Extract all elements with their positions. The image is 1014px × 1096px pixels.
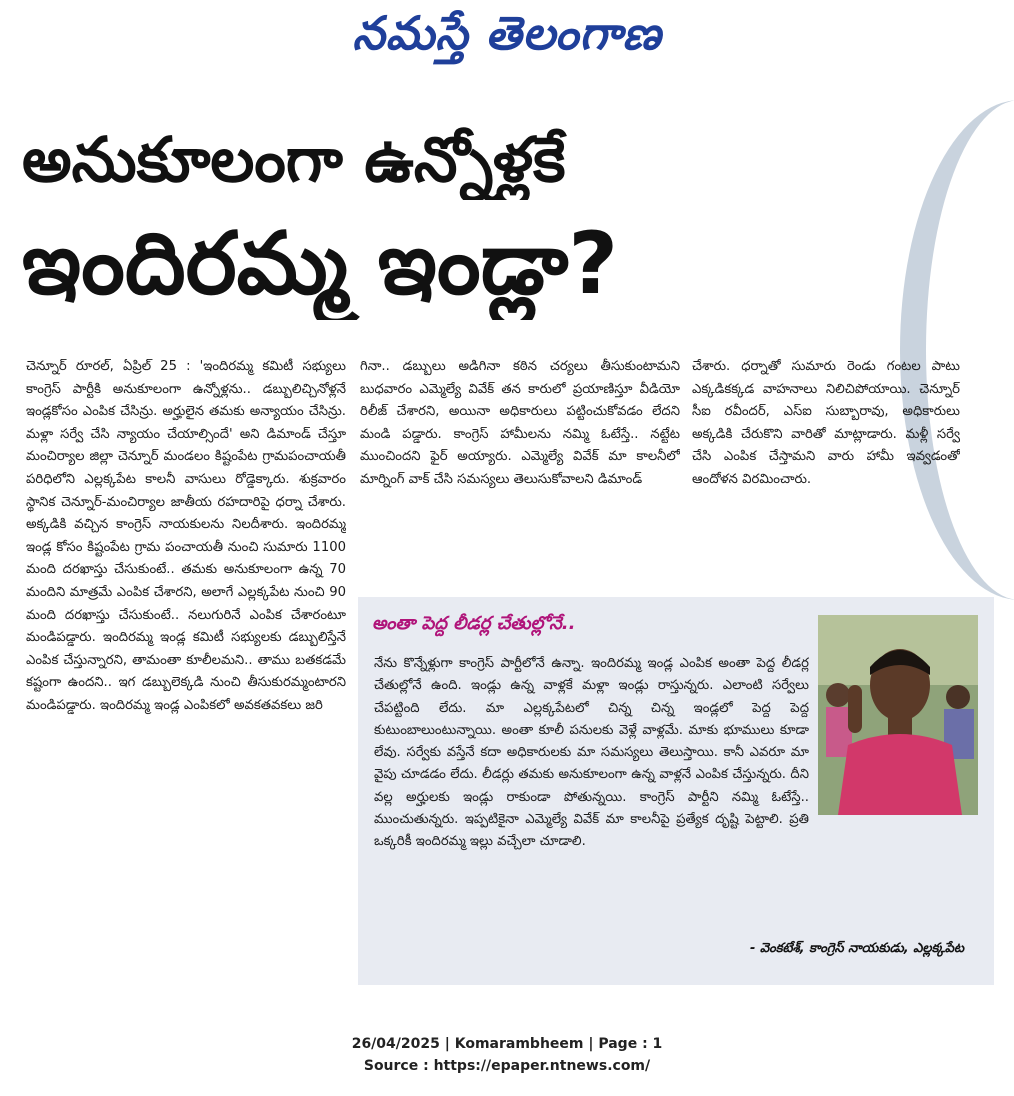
quote-box xyxy=(358,597,994,985)
person-photo xyxy=(818,615,978,815)
quote-signature: - వెంకటేశ్, కాంగ్రెస్ నాయకుడు, ఎల్లక్కపేట xyxy=(749,941,964,956)
headline-line-2: ఇందిరమ్మ ఇండ్లా? xyxy=(22,214,619,314)
headline-line-1: అనుకూలంగా ఉన్నోళ్లకే xyxy=(22,123,566,196)
person-photo-illustration xyxy=(818,615,978,815)
footer-source: Source : https://epaper.ntnews.com/ xyxy=(363,1058,651,1074)
article-column-3: చేశారు. ధర్నాతో సుమారు రెండు గంటల పాటు ఎక్కడికక్కడ వాహనాలు నిలిచిపోయాయి. చెన్నూర్ సీఐ రవీందర్, ఎస్ఐ సుబ్బారావు, అధికారులు అక్కడికి చేరుకొని వారితో మాట్లాడారు. మళ్లీ సర్వే చేసి ఎంపిక చేస్తామని వారు హామీ ఇవ్వడంతో ఆందోళన విరమించారు. xyxy=(692,359,960,487)
article-column-1: చెన్నూర్ రూరల్, ఏప్రిల్ 25 : 'ఇందిరమ్మ కమిటీ సభ్యులు కాంగ్రెస్ పార్టీకి అనుకూలంగా ఉన్నోళ్లను.. డబ్బులిచ్చినోళ్లనే ఇండ్లకోసం ఎంపిక చేసిన్రు. అర్హులైన తమకు అన్యాయం చేసిన్రు. మళ్లా సర్వే చేసి న్యాయం చేయాల్సిందే' అని డిమాండ్ చేస్తూ మంచిర్యాల జిల్లా చెన్నూర్ మండలం కిష్టంపేట గ్రామపంచాయతీ పరిధిలోని ఎల్లక్కపేట కాలనీ వాసులు రోడ్డెక్కారు. శుక్రవారం స్థానిక చెన్నూర్-మంచిర్యాల జాతీయ రహదారిపై ధర్నా చేశారు. అక్కడికి వచ్చిన కాంగ్రెస్ నాయకులను నిలదీశారు. ఇందిరమ్మ ఇండ్ల కోసం కిష్టంపేట గ్రామ పంచాయతీ నుంచి సుమారు 1100 మంది దరఖాస్తు చేసుకుంటే.. తమకు అనుకూలంగా ఉన్న 70 మందిని మాత్రమే ఎంపిక చేశారని, అలాగే ఎల్లక్కపేట నుంచి 90 మంది దరఖాస్తు చేసుకుంటే.. నలుగురినే ఎంపిక చేశారంటూ మండిపడ్డారు. ఇందిరమ్మ ఇండ్ల కమిటీ సభ్యులకు డబ్బులిస్తేనే ఎంపిక చేస్తున్నారని, తామంతా కూలీలమని.. తాము బతకడమే కష్టంగా ఉందని.. ఇగ డబ్బులెక్కడి నుంచి తీసుకురమ్మంటారని మండిపడ్డారు. ఇందిరమ్మ ఇండ్ల ఎంపికలో అవకతవకలు జరి xyxy=(26,359,346,713)
footer-date-edition: 26/04/2025 | Komarambheem | Page : 1 xyxy=(351,1036,663,1052)
quote-box-text: నేను కొన్నేళ్లుగా కాంగ్రెస్ పార్టీలోనే ఉన్నా. ఇందిరమ్మ ఇండ్ల ఎంపిక అంతా పెద్ద లీడర్ల చేతుల్లోనే ఉంది. ఇండ్లు ఉన్న వాళ్లకే మళ్లా ఇండ్లు రాస్తున్నరు. ఎలాంటి సర్వేలు చేపట్టింది లేదు. మా ఎల్లక్కపేటలో చిన్న చిన్న ఇండ్లలో పెద్ద పెద్ద కుటుంబాలుంటున్నాయి. అంతా కూలీ పనులకు వెళ్లే వాళ్లమే. మాకు భూములు కూడా లేవు. సర్వేకు వస్తేనే కదా అధికారులకు మా సమస్యలు తెలుస్తాయి. కానీ ఎవరూ మా వైపు చూడడం లేదు. లీడర్లు తమకు అనుకూలంగా ఉన్న వాళ్లనే ఎంపిక చేస్తున్నరు. దీని వల్ల అర్హులకు ఇండ్లు రాకుండా పోతున్నయి. కాంగ్రెస్ పార్టీని నమ్మి ఓటేస్తే.. ముంచుతున్నరు. ఇప్పటికైనా ఎమ్మెల్యే వివేక్ మా కాలనీపై ప్రత్యేక దృష్టి పెట్టాలి. ప్రతి ఒక్కరికీ ఇందిరమ్మ ఇల్లు వచ్చేలా చూడాలి. xyxy=(374,656,809,850)
article-column-2: గినా.. డబ్బులు అడిగినా కఠిన చర్యలు తీసుకుంటామని బుధవారం ఎమ్మెల్యే వివేక్ తన కారులో ప్రయాణిస్తూ వీడియో రిలీజ్ చేశారని, అయినా అధికారులు పట్టించుకోవడం లేదని మండి పడ్డారు. కాంగ్రెస్ హామీలను నమ్మి ఓటేస్తే.. నట్టేట ముంచిందని ఫైర్ అయ్యారు. ఎమ్మెల్యే వివేక్ మా కాలనీలో మార్నింగ్ వాక్ చేసి సమస్యలు తెలుసుకోవాలని డిమాండ్ xyxy=(360,359,680,487)
quote-box-title: అంతా పెద్ద లీడర్ల చేతుల్లోనే.. xyxy=(372,613,576,634)
masthead-logo: నమస్తే తెలంగాణ xyxy=(352,6,662,60)
